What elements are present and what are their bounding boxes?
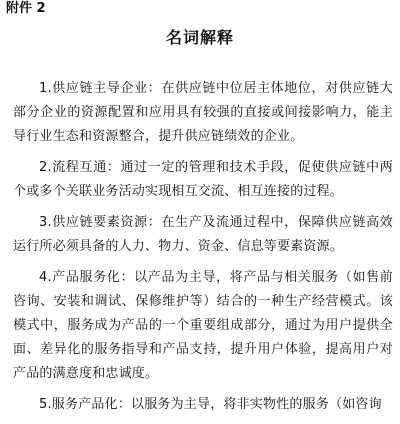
- glossary-entry: [13, 393, 393, 417]
- glossary-entry: [13, 77, 393, 149]
- glossary-entry: [13, 266, 393, 386]
- attachment-label: 附件 2: [6, 1, 46, 16]
- glossary-definition: 以产品为主导，将产品与相关服务（如售前咨询、安装和调试、保修维护等）结合的一种生产经营模式。该模式中，服务成为产品的一个重要组成部分，通过为用户提供全面、差异化的服务指导和产品支持，提升用户体验，提高用户对产品的满意度和忠诚度。: [13, 270, 394, 381]
- term-separator: ：: [120, 270, 135, 285]
- glossary-entry: [13, 156, 393, 204]
- glossary-definition: 通过一定的管理和技术手段，促使供应链中两个或多个关联业务活动实现相互交流、相互连接的过程。: [13, 160, 393, 199]
- glossary-term: 3.供应链要素资源: [39, 215, 148, 230]
- glossary-term: 5.服务产品化: [39, 397, 118, 412]
- term-separator: ：: [147, 215, 162, 230]
- glossary-definition: 在供应链中位居主体地位，对供应链大部分企业的资源配置和应用具有较强的直接或间接影响力，能主导行业生态和资源整合，提升供应链绩效的企业。: [13, 81, 393, 144]
- glossary-body: [13, 77, 393, 424]
- glossary-term: 2.流程互通: [39, 160, 107, 175]
- glossary-definition: 在生产及流通过程中，保障供应链高效运行所必须具备的人力、物力、资金、信息等要素资源。: [13, 215, 393, 254]
- glossary-term: 1.供应链主导企业: [39, 81, 148, 96]
- glossary-definition: 以服务为主导，将非实物性的服务（如咨询: [131, 397, 382, 412]
- document-title: 名词解释: [165, 28, 234, 47]
- term-separator: ：: [117, 397, 132, 412]
- glossary-term: 4.产品服务化: [39, 270, 121, 285]
- term-separator: ：: [106, 160, 121, 175]
- term-separator: ：: [147, 81, 162, 96]
- glossary-entry: [13, 211, 393, 259]
